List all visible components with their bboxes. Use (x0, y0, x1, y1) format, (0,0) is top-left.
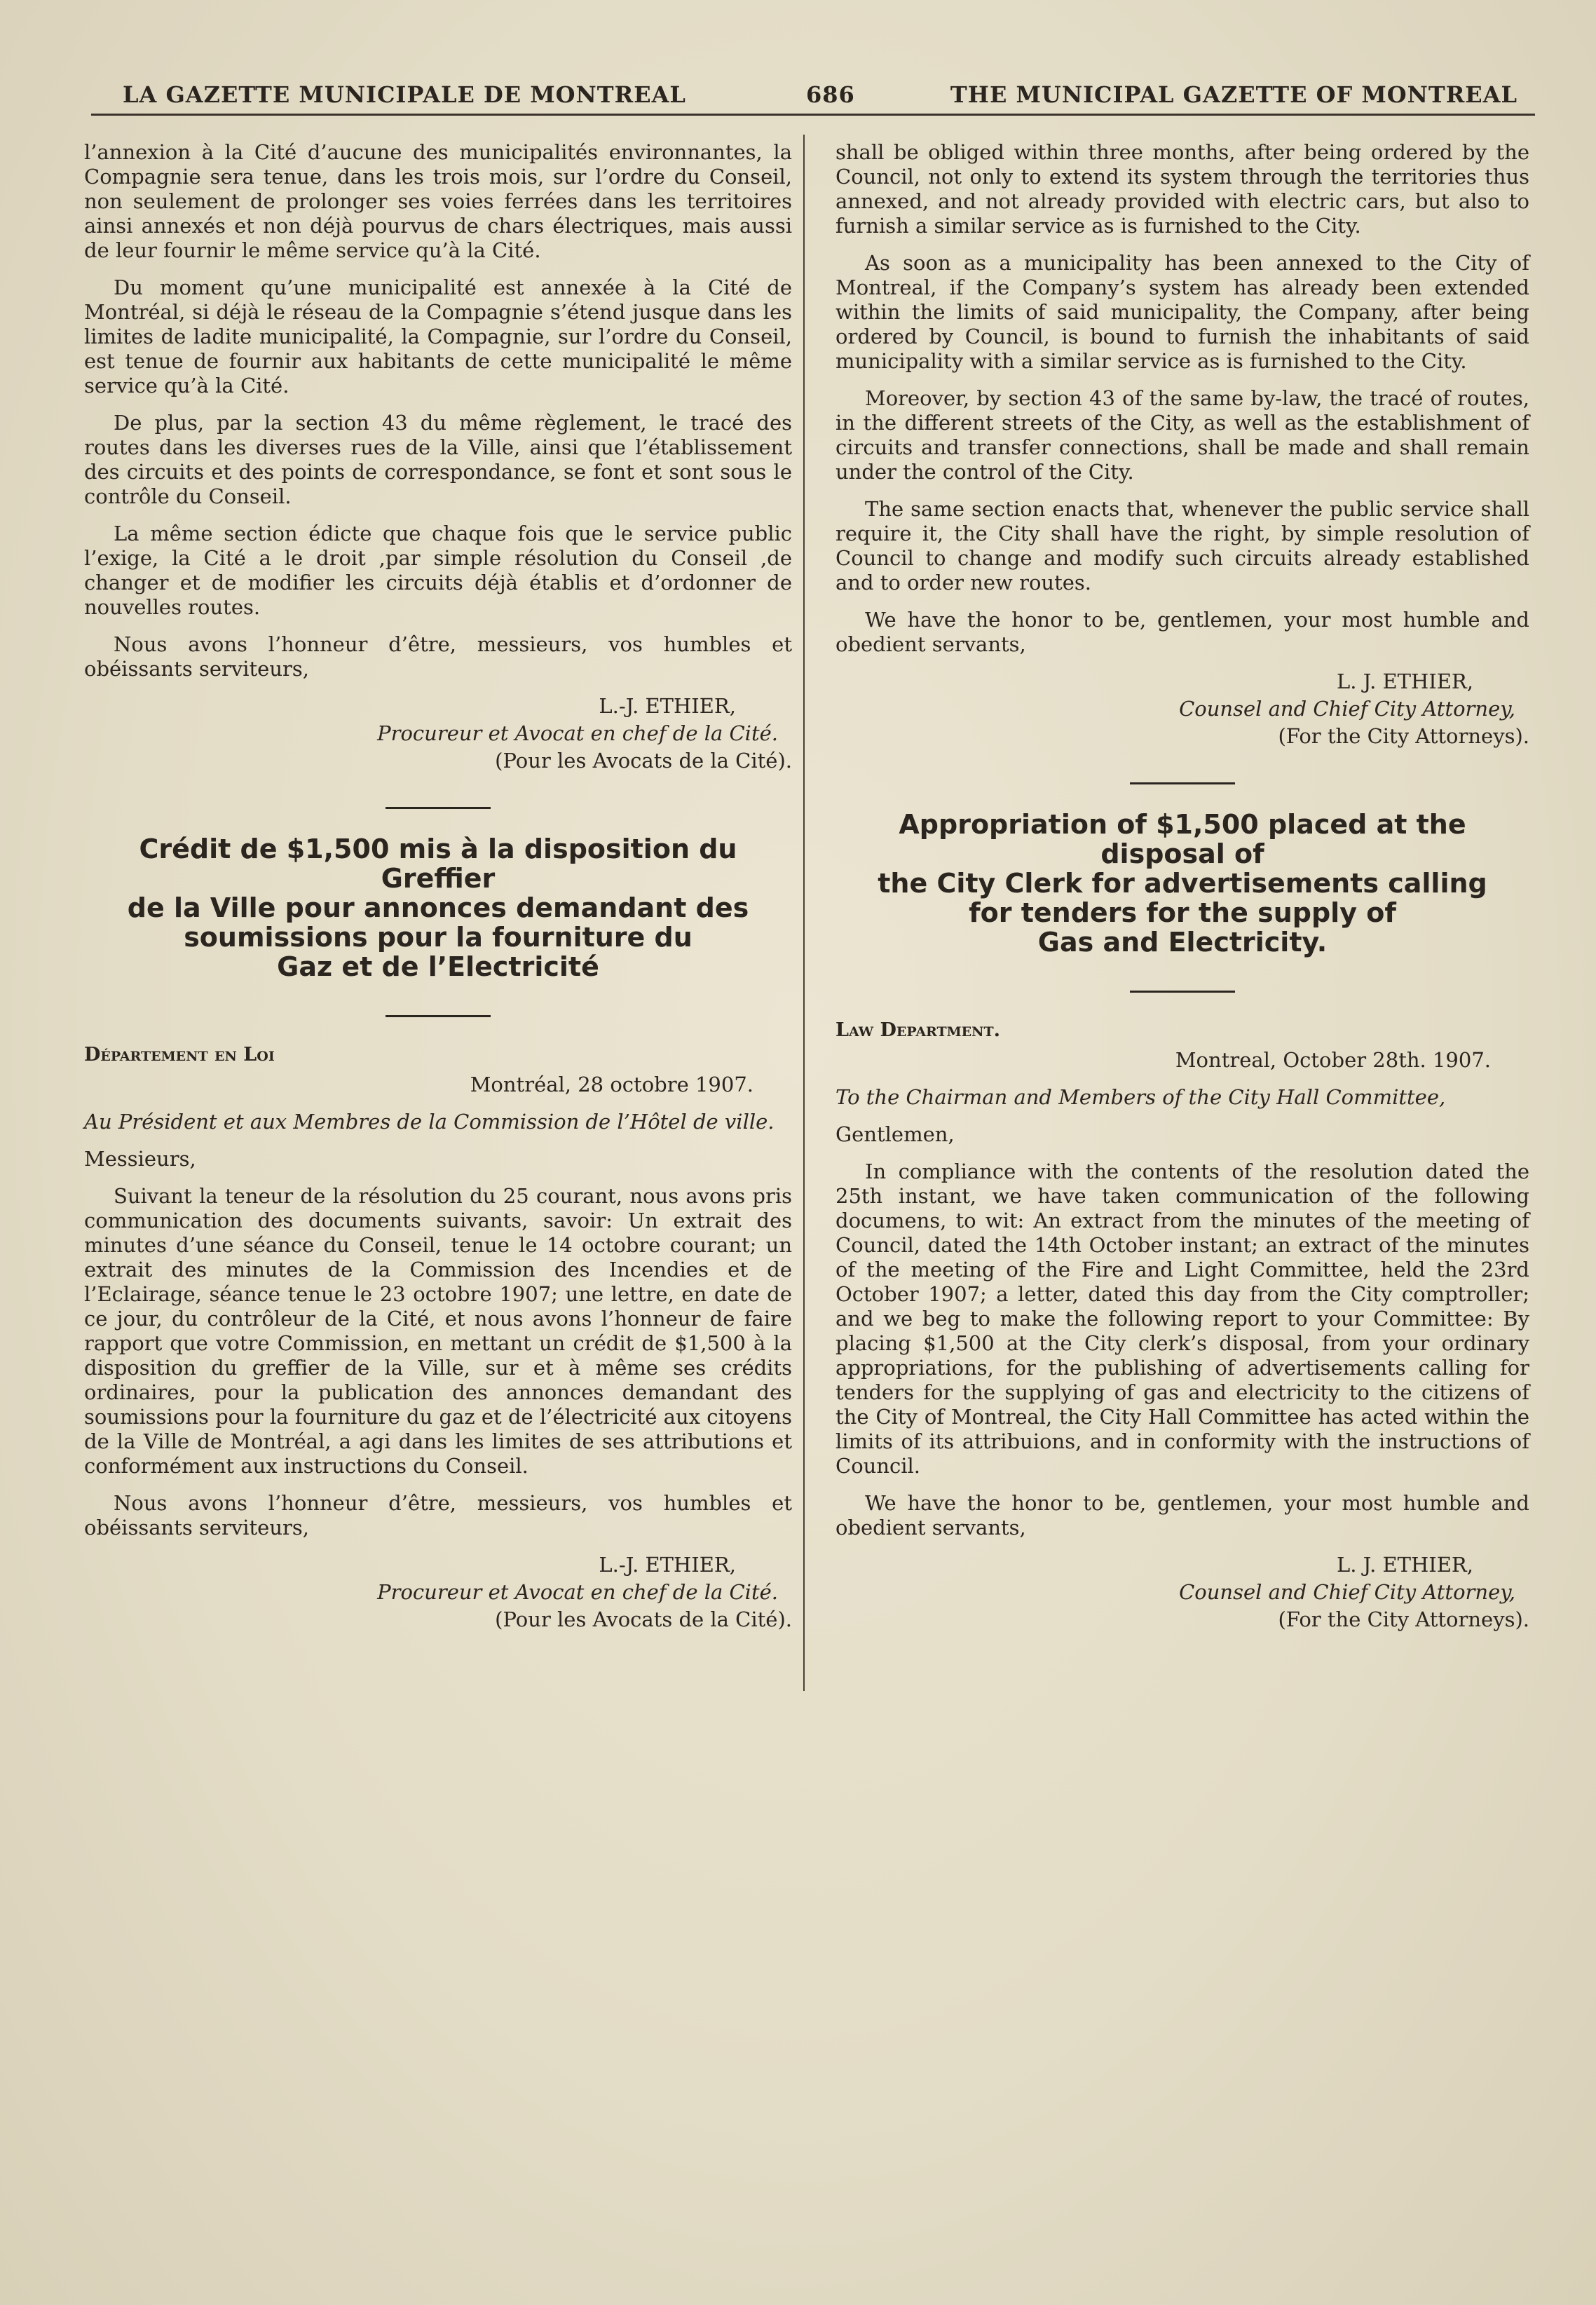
section-rule (386, 1015, 491, 1017)
closing: We have the honor to be, gentlemen, your most humble and obedient servants, (835, 608, 1529, 656)
paragraph: In compliance with the contents of the resolution dated the 25th instant, we have taken communication of the following documens, to wit: An extract from the minutes of the meeting of Council, dated the 14th October instant; an extract of the minutes of the meeting of the Fire and Light Committee, held the 23rd October 1907; a letter, dated this day from the City comptroller; and we beg to make the following report to your Committee: By placing $1,500 at the City clerk’s disposal, from your ordinary appropriations, for the publishing of advertisements calling for tenders for the supplying of gas and electricity to the citizens of the City of Montreal, the City Hall Committee has acted within the limits of its attribuions, and in conformity with the instructions of Council. (835, 1160, 1529, 1478)
paragraph: Suivant la teneur de la résolution du 25 courant, nous avons pris communication des documents suivants, savoir: Un extrait des minutes d’une séance du Conseil, tenue le 14 octobre courant; un extrait des minutes de la Commission des Incendies et de l’Eclairage, séance tenue le 23 octobre 1907; une lettre, en date de ce jour, du contrôleur de la Cité, et nous avons l’honneur de faire rapport que votre Commission, en mettant un crédit de $1,500 à la disposition du greffier de la Ville, sur et à même ses crédits ordinaires, pour la publication des annonces demandant des soumissions pour la fourniture du gaz et de l’électricité aux citoyens de la Ville de Montréal, a agi dans les limites de ses attributions et conformément aux instructions du Conseil. (84, 1184, 792, 1478)
headline-line: for tenders for the supply of (969, 897, 1396, 928)
closing: Nous avons l’honneur d’être, messieurs, vos humbles et obéissants serviteurs, (84, 632, 792, 681)
paragraph: Moreover, by section 43 of the same by-law, the tracé of routes, in the different streets of the City, as well as the establishment of circuits and transfer connections, shall be made and shall remain under the control of the City. (835, 386, 1529, 484)
paragraph: La même section édicte que chaque fois que le service public l’exige, la Cité a le droit ,par simple résolution du Conseil ,de changer et de modifier les circuits déjà établis et d’ordonner de nouvelles routes. (84, 522, 792, 619)
dateline: Montréal, 28 octobre 1907. (470, 1073, 753, 1096)
paragraph: As soon as a municipality has been annexed to the City of Montreal, if the Company’s system has already been extended within the limits of said municipality, the Company, after being ordered by Council, is bound to furnish the inhabitants of said municipality with a similar service as is furnished to the City. (835, 251, 1529, 373)
salutation: Gentlemen, (835, 1122, 955, 1146)
headline-line: Gas and Electricity. (1037, 927, 1328, 958)
department-label: Law Department. (835, 1019, 1001, 1041)
closing: Nous avons l’honneur d’être, messieurs, vos humbles et obéissants serviteurs, (84, 1491, 792, 1539)
signature-name: L.-J. ETHIER, (599, 694, 736, 718)
column-divider (803, 135, 805, 1691)
paragraph: shall be obliged within three months, after being ordered by the Council, not only to extend its system through the territories thus annexed, and not already provided with electric cars, but also to furnish a similar service as is furnished to the City. (835, 140, 1529, 238)
signature-name: L. J. ETHIER, (1337, 1553, 1473, 1577)
header-french-title: LA GAZETTE MUNICIPALE DE MONTREAL (123, 81, 686, 108)
department-label: Département en Loi (84, 1044, 275, 1066)
section-rule (386, 807, 491, 809)
headline-line: soumissions pour la fourniture du (184, 922, 693, 953)
signature-title: Counsel and Chief City Attorney, (1179, 697, 1515, 721)
paragraph: The same section enacts that, whenever the public service shall require it, the City shall have the right, by simple resolution of Council to change and modify such circuits already established and to order new routes. (835, 497, 1529, 594)
page-number: 686 (806, 81, 855, 108)
section-rule (1130, 782, 1235, 784)
headline-line: de la Ville pour annonces demandant des (127, 892, 749, 923)
signature-title: Procureur et Avocat en chef de la Cité. (377, 1580, 778, 1604)
closing: We have the honor to be, gentlemen, your most humble and obedient servants, (835, 1491, 1529, 1539)
signature-title: Procureur et Avocat en chef de la Cité. (377, 721, 778, 745)
signature-title: Counsel and Chief City Attorney, (1179, 1580, 1515, 1604)
signature-name: L.-J. ETHIER, (599, 1553, 736, 1577)
dateline: Montreal, October 28th. 1907. (1175, 1048, 1491, 1072)
paragraph: Du moment qu’une municipalité est annexée à la Cité de Montréal, si déjà le réseau de la Compagnie s’étend jusque dans les limites de ladite municipalité, la Compagnie, sur l’ordre du Conseil, est tenue de fournir aux habitants de cette municipalité le même service qu’à la Cité. (84, 276, 792, 397)
signature-name: L. J. ETHIER, (1337, 669, 1473, 693)
paragraph: De plus, par la section 43 du même règlement, le tracé des routes dans les diverses rues de la Ville, ainsi que l’établissement des circuits et des points de correspondance, se font et sont sous le contrôle du Conseil. (84, 411, 792, 508)
salutation: Messieurs, (84, 1147, 196, 1171)
article-headline (835, 810, 1529, 957)
addressee: Au Président et aux Membres de la Commission de l’Hôtel de ville. (84, 1110, 775, 1134)
french-column (84, 140, 792, 1632)
header-english-title: THE MUNICIPAL GAZETTE OF MONTREAL (950, 81, 1517, 108)
page-header (123, 76, 1517, 118)
signature-note: (Pour les Avocats de la Cité). (495, 749, 792, 773)
section-rule (1130, 991, 1235, 993)
headline-line: Appropriation of $1,500 placed at the disposal of (899, 809, 1466, 869)
paragraph: l’annexion à la Cité d’aucune des municipalités environnantes, la Compagnie sera tenue, dans les trois mois, sur l’ordre du Conseil, non seulement de prolonger ses voies ferrées dans les territoires ainsi annexés et non déjà pourvus de chars électriques, mais aussi de leur fournir le même service qu’à la Cité. (84, 140, 792, 262)
signature-note: (For the City Attorneys). (1278, 1607, 1529, 1631)
headline-line: Gaz et de l’Electricité (277, 951, 599, 982)
english-column (835, 140, 1529, 1632)
signature-note: (For the City Attorneys). (1278, 724, 1529, 748)
header-rule (91, 114, 1535, 116)
addressee: To the Chairman and Members of the City Hall Committee, (835, 1085, 1446, 1109)
headline-line: the City Clerk for advertisements calling (878, 868, 1487, 899)
headline-line: Crédit de $1,500 mis à la disposition du Greffier (139, 834, 737, 894)
signature-note: (Pour les Avocats de la Cité). (495, 1607, 792, 1631)
article-headline (84, 834, 792, 981)
